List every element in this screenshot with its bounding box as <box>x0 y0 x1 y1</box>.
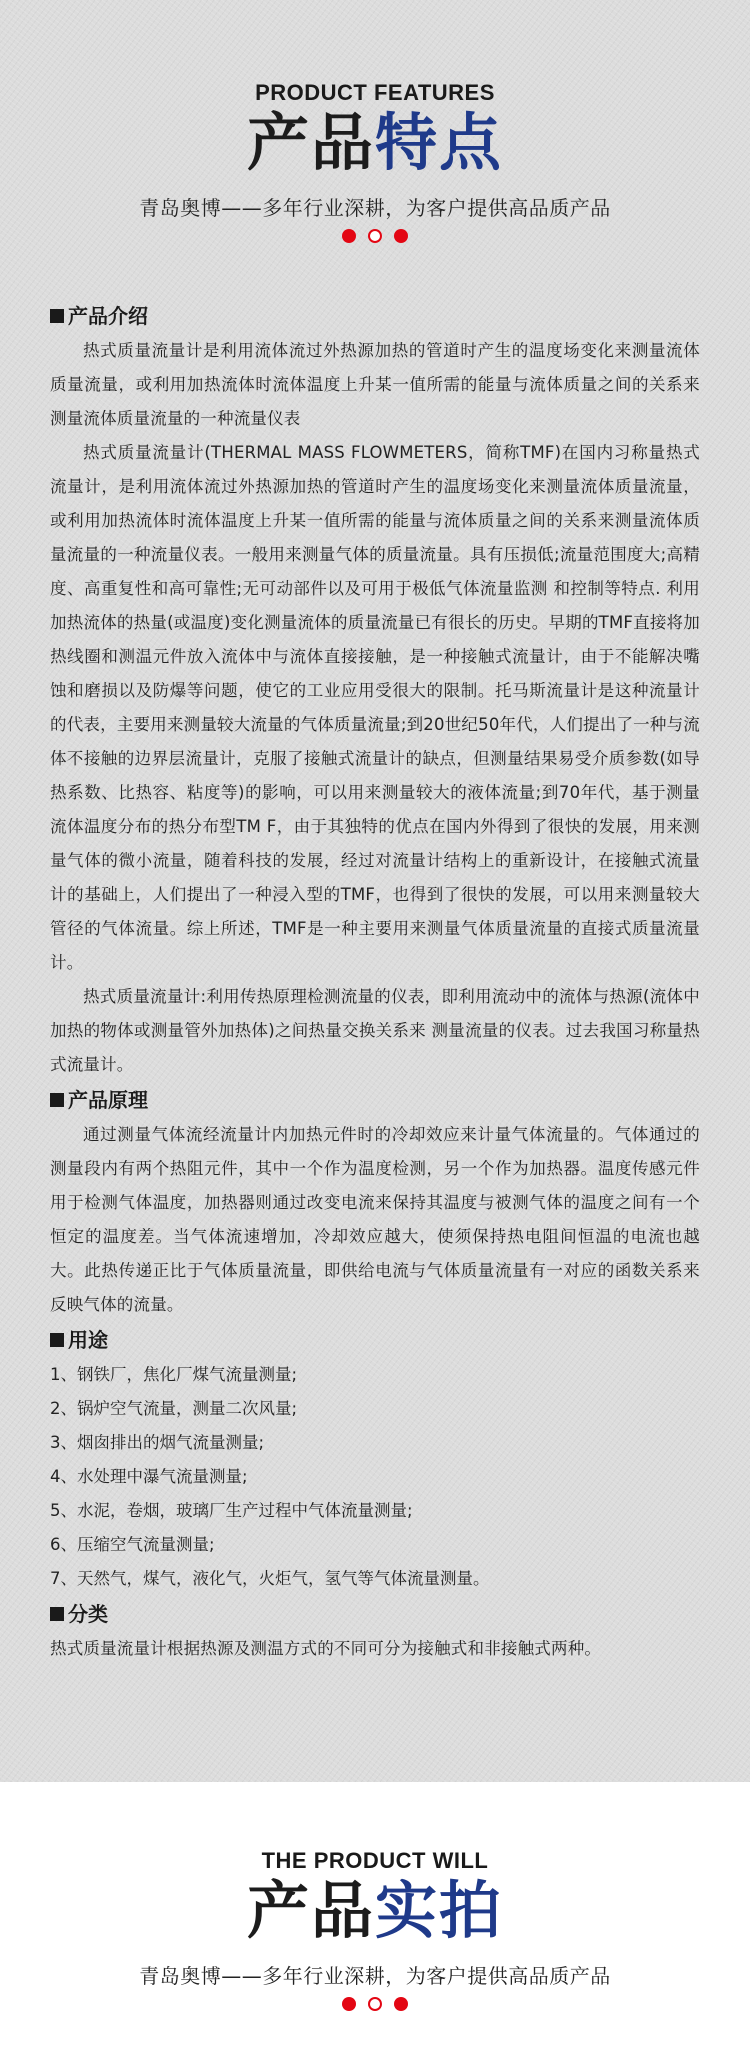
features-tagline: 青岛奥博——多年行业深耕，为客户提供高品质产品 <box>139 196 611 220</box>
intro-paragraph: 热式质量流量计:利用传热原理检测流量的仪表，即利用流动中的流体与热源(流体中加热的物体或测量管外加热体)之间热量交换关系来 测量流量的仪表。过去我国习称量热式流量计。 <box>50 987 700 1074</box>
list-item: 6、压缩空气流量测量; <box>50 1535 215 1554</box>
section-heading-principle <box>50 1082 700 1118</box>
classification-paragraph: 热式质量流量计根据热源及测温方式的不同可分为接触式和非接触式两种。 <box>50 1639 602 1658</box>
features-dots <box>0 229 750 245</box>
features-content <box>50 298 700 1666</box>
intro-paragraph: 热式质量流量计(THERMAL MASS FLOWMETERS，简称TMF)在国内习称量热式流量计，是利用流体流过外热源加热的管道时产生的温度场变化来测量流体质量流量，或利用加热流体时流体温度上升某一值所需的能量与流体质量之间的关系来测量流体质量流量的一种流量仪表。一般用来测量气体的质量流量。具有压损低;流量范围度大;高精度、高重复性和高可靠性;无可动部件以及可用于极低气体流量监测 和控制等特点. 利用加热流体的热量(或温度)变化测量流体的质量流量已有很长的历史。早期的TMF直接将加热线圈和测温元件放入流体中与流体直接接触，是一种接触式流量计，由于不能解决嘴蚀和磨损以及防爆等问题，使它的工业应用受很大的限制。托马斯流量计是这种流量计的代表，主要用来测量较大流量的气体质量流量;到20世纪50年代，人们提出了一种与流体不接触的边界层流量计，克服了接触式流量计的缺点，但测量结果易受介质参数(如导热系数、比热容、粘度等)的影响，可以用来测量较大的液体流量;到70年代，基于测量流体温度分布的热分布型TM F，由于其独特的优点在国内外得到了很快的发展，用来测量气体的微小流量，随着科技的发展，经过对流量计结构上的重新设计，在接触式流量计的基础上，人们提出了一种浸入型的TMF，也得到了很快的发展，可以用来测量较大管径的气体流量。综上所述，TMF是一种主要用来测量气体质量流量的直接式质量流量计。 <box>50 443 700 972</box>
dot-icon <box>394 229 408 243</box>
square-bullet-icon <box>50 1333 64 1347</box>
list-item: 1、钢铁厂，焦化厂煤气流量测量; <box>50 1365 298 1384</box>
features-en-title: PRODUCT FEATURES <box>255 80 495 105</box>
section-heading-classification <box>50 1596 700 1632</box>
section-heading-intro <box>50 298 700 334</box>
list-item: 7、天然气，煤气，液化气，火炬气，氢气等气体流量测量。 <box>50 1569 490 1588</box>
section-heading-uses <box>50 1322 700 1358</box>
photos-dots <box>0 1997 750 2013</box>
square-bullet-icon <box>50 309 64 323</box>
dot-hollow-icon <box>368 1997 382 2011</box>
photos-tagline: 青岛奥博——多年行业深耕，为客户提供高品质产品 <box>139 1964 611 1988</box>
photos-cn-title-blue: 实拍 <box>375 1874 504 1947</box>
photos-en-title: THE PRODUCT WILL <box>261 1848 489 1873</box>
dot-icon <box>342 229 356 243</box>
list-item: 5、水泥，卷烟，玻璃厂生产过程中气体流量测量; <box>50 1501 413 1520</box>
dot-icon <box>394 1997 408 2011</box>
dot-icon <box>342 1997 356 2011</box>
list-item: 2、锅炉空气流量，测量二次风量; <box>50 1399 298 1418</box>
features-cn-title <box>0 108 750 178</box>
principle-paragraph: 通过测量气体流经流量计内加热元件时的冷却效应来计量气体流量的。气体通过的测量段内有两个热阻元件，其中一个作为温度检测，另一个作为加热器。温度传感元件用于检测气体温度，加热器则通过改变电流来保持其温度与被测气体的温度之间有一个恒定的温度差。当气体流速增加，冷却效应越大，使须保持热电阻间恒温的电流也越大。此热传递正比于气体质量流量，即供给电流与气体质量流量有一对应的函数关系来反映气体的流量。 <box>50 1125 700 1314</box>
photos-cn-title <box>0 1876 750 1946</box>
uses-heading-text: 用途 <box>68 1328 108 1352</box>
features-cn-title-blue: 特点 <box>375 106 504 179</box>
square-bullet-icon <box>50 1093 64 1107</box>
list-item: 4、水处理中瀑气流量测量; <box>50 1467 248 1486</box>
classification-heading-text: 分类 <box>68 1602 108 1626</box>
product-photos-section <box>0 1782 750 2058</box>
intro-paragraph: 热式质量流量计是利用流体流过外热源加热的管道时产生的温度场变化来测量流体质量流量，或利用加热流体时流体温度上升某一值所需的能量与流体质量之间的关系来测量流体质量流量的一种流量仪表 <box>50 341 700 428</box>
features-cn-title-dark: 产品 <box>246 106 375 179</box>
dot-hollow-icon <box>368 229 382 243</box>
intro-heading-text: 产品介绍 <box>68 304 148 328</box>
square-bullet-icon <box>50 1607 64 1621</box>
photos-cn-title-dark: 产品 <box>246 1874 375 1947</box>
list-item: 3、烟囱排出的烟气流量测量; <box>50 1433 265 1452</box>
principle-heading-text: 产品原理 <box>68 1088 148 1112</box>
